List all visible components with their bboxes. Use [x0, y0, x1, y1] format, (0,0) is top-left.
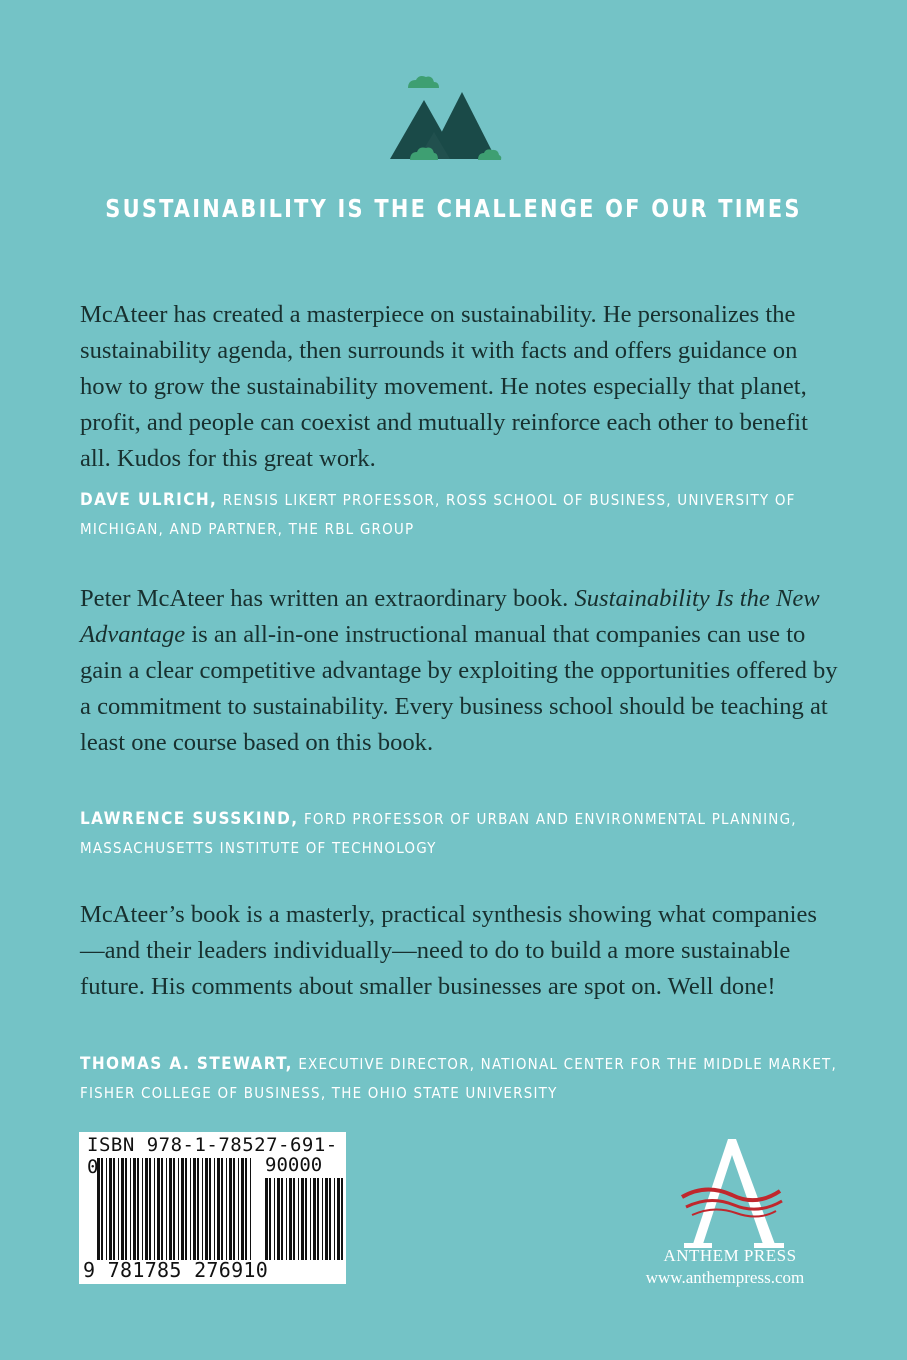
- endorser-name-3: THOMAS A. STEWART,: [80, 1054, 293, 1074]
- endorsement-attribution-3: [80, 1050, 840, 1108]
- ean-digits: 9 781785 276910: [83, 1258, 269, 1282]
- barcode-bar: [329, 1178, 331, 1260]
- barcode-bar: [281, 1178, 283, 1260]
- endorser-name-2: LAWRENCE SUSSKIND,: [80, 809, 299, 829]
- barcode-bar: [305, 1178, 307, 1260]
- barcode-bar: [265, 1178, 268, 1260]
- endorsement-quote-2: [80, 581, 840, 761]
- barcode-bar: [341, 1178, 343, 1260]
- endorser-title-2: FORD PROFESSOR OF URBAN AND ENVIRONMENTAL PLANNING, MASSACHUSETTS INSTITUTE OF TECHNOLOGY: [80, 810, 797, 857]
- endorsement-quote-3: McAteer’s book is a masterly, practical synthesis showing what companies—and their leaders individually—need to do to build a more sustainable future. His comments about smaller businesses are spot on. Well done!: [80, 901, 817, 1000]
- barcode-bar: [298, 1178, 299, 1260]
- barcode-bar: [310, 1178, 311, 1260]
- isbn-label: ISBN 978-1-78527-691-0: [87, 1134, 338, 1178]
- barcode-bar: [337, 1178, 340, 1260]
- barcode-bar: [277, 1178, 280, 1260]
- barcode-bar: [274, 1178, 275, 1260]
- tagline: SUSTAINABILITY IS THE CHALLENGE OF OUR TIMES: [105, 194, 802, 223]
- endorser-title-1: RENSIS LIKERT PROFESSOR, ROSS SCHOOL OF BUSINESS, UNIVERSITY OF MICHIGAN, AND PARTNER, THE RBL GROUP: [80, 491, 796, 538]
- endorsement-quote-2-intro: Peter McAteer has written an extraordinary book.: [80, 585, 569, 612]
- endorsement-attribution-1: [80, 486, 840, 544]
- endorsement-quote-2-rest: is an all-in-one instructional manual that companies can use to gain a clear competitive advantage by exploiting the opportunities offered by a commitment to sustainability. Every business school should be teaching at least one course based on this book.: [80, 621, 838, 756]
- barcode-bar: [286, 1178, 287, 1260]
- anthem-a-icon: [676, 1135, 786, 1253]
- barcode-bar: [322, 1178, 323, 1260]
- publisher-name: ANTHEM PRESS: [663, 1246, 797, 1265]
- endorsement-attribution-2: [80, 805, 840, 863]
- barcode-bar: [325, 1178, 328, 1260]
- barcode-bar: [313, 1178, 316, 1260]
- isbn-barcode: [79, 1132, 346, 1284]
- barcode-bar: [293, 1178, 295, 1260]
- price-code: 90000: [265, 1154, 323, 1176]
- barcode-bar: [269, 1178, 271, 1260]
- barcode-bar: [301, 1178, 304, 1260]
- endorsement-quote-1: McAteer has created a masterpiece on sustainability. He personalizes the sustainability agenda, then surrounds it with facts and offers guidance on how to grow the sustainability movement. He notes especially that planet, profit, and people can coexist and mutually reinforce each other to benefit all. Kudos for this great work.: [80, 301, 808, 472]
- endorser-name-1: DAVE ULRICH,: [80, 490, 218, 510]
- barcode-bar: [289, 1178, 292, 1260]
- barcode-bar: [317, 1178, 319, 1260]
- publisher-url: www.anthempress.com: [645, 1268, 805, 1287]
- book-title: Sustainability Is the New Advantage: [80, 585, 820, 648]
- mountain-cloud-icon: [388, 74, 502, 162]
- endorser-title-3: EXECUTIVE DIRECTOR, NATIONAL CENTER FOR THE MIDDLE MARKET, FISHER COLLEGE OF BUSINESS, THE OHIO STATE UNIVERSITY: [80, 1055, 837, 1102]
- barcode-bar: [334, 1178, 335, 1260]
